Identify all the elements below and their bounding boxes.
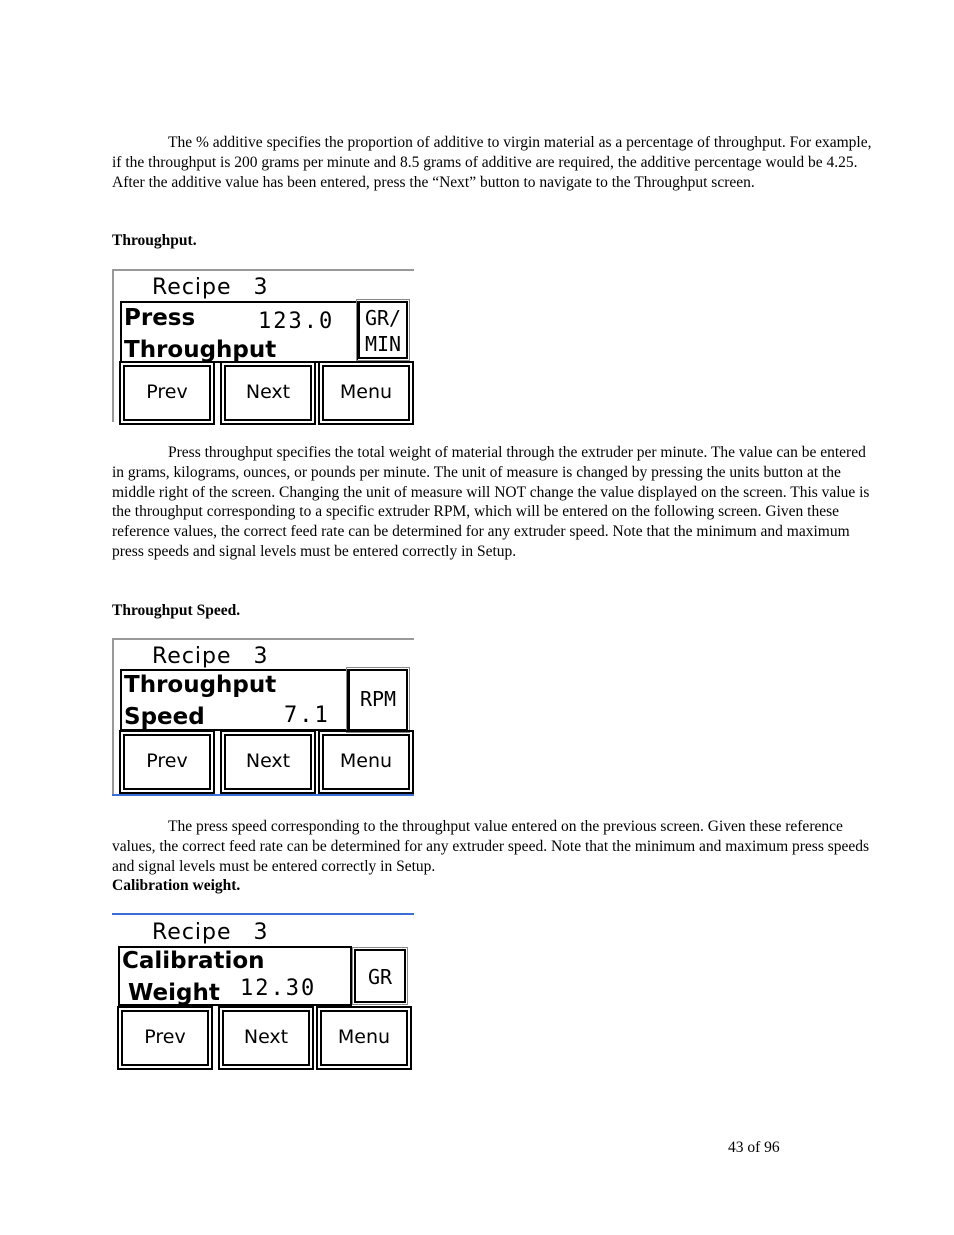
divider: [112, 913, 414, 915]
next-button[interactable]: Next: [222, 1010, 310, 1066]
next-button[interactable]: Next: [224, 365, 312, 421]
prev-button[interactable]: Prev: [123, 734, 211, 790]
calibration-weight-screen: [114, 917, 414, 1067]
calibration-weight-field[interactable]: [118, 946, 352, 1006]
menu-button[interactable]: Menu: [322, 365, 410, 421]
next-button[interactable]: Next: [224, 734, 312, 790]
throughput-screen: [114, 272, 414, 422]
heading-throughput: Throughput.: [112, 232, 197, 249]
unit-line2: MIN: [364, 332, 402, 356]
field-value: 7.1: [284, 703, 330, 728]
field-label-line1: Press: [124, 305, 196, 331]
menu-button[interactable]: Menu: [322, 734, 410, 790]
units-button[interactable]: GR: [354, 949, 406, 1003]
field-label-line1: Calibration: [122, 948, 265, 974]
menu-button[interactable]: Menu: [320, 1010, 408, 1066]
throughput-speed-field[interactable]: [120, 669, 348, 731]
recipe-title: Recipe 3: [152, 920, 269, 945]
unit-line1: GR/: [364, 306, 402, 330]
divider: [112, 794, 414, 796]
paragraph-press-speed: The press speed corresponding to the throughput value entered on the previous screen. Given these reference values, the correct feed rate can be determined for any extruder speed. Note that the minimum and maximum press speeds and signal levels must be entered correctly in Setup.: [112, 818, 870, 875]
recipe-title: Recipe 3: [152, 275, 269, 300]
screenshot-frame: [112, 638, 414, 640]
field-label-line2: Weight: [128, 980, 220, 1006]
units-button[interactable]: RPM: [348, 669, 408, 731]
heading-throughput-speed: Throughput Speed.: [112, 602, 241, 619]
field-value: 123.0: [258, 309, 335, 334]
paragraph-additive: The % additive specifies the proportion of additive to virgin material as a percentage of throughput. For example, if the throughput is 200 grams per minute and 8.5 grams of additive are required, the additive percentage would be 4.25. After the additive value has been entered, press the “Next” button to navigate to the Throughput screen.: [112, 134, 872, 191]
throughput-speed-screen: [114, 641, 414, 791]
page-number: 43 of 96: [728, 1139, 780, 1156]
field-label-line2: Throughput: [124, 337, 277, 363]
units-button[interactable]: [358, 301, 408, 359]
field-value: 12.30: [240, 976, 317, 1001]
field-label-line1: Throughput: [124, 672, 277, 698]
screenshot-frame: [112, 269, 414, 271]
recipe-title: Recipe 3: [152, 644, 269, 669]
paragraph-press-throughput: Press throughput specifies the total weight of material through the extruder per minute. The value can be entered in grams, kilograms, ounces, or pounds per minute. The unit of measure is changed by pressing the units button at the middle right of the screen. Changing the unit of measure will NOT change the value displayed on the screen. This value is the throughput corresponding to a specific extruder RPM, which will be entered on the following screen. Given these reference values, the correct feed rate can be determined for any extruder speed. Note that the minimum and maximum press speeds and signal levels must be entered correctly in Setup.: [112, 444, 870, 560]
field-label-line2: Speed: [124, 704, 205, 730]
prev-button[interactable]: Prev: [123, 365, 211, 421]
heading-calibration-weight: Calibration weight.: [112, 877, 241, 894]
prev-button[interactable]: Prev: [121, 1010, 209, 1066]
press-throughput-field[interactable]: [120, 301, 358, 363]
